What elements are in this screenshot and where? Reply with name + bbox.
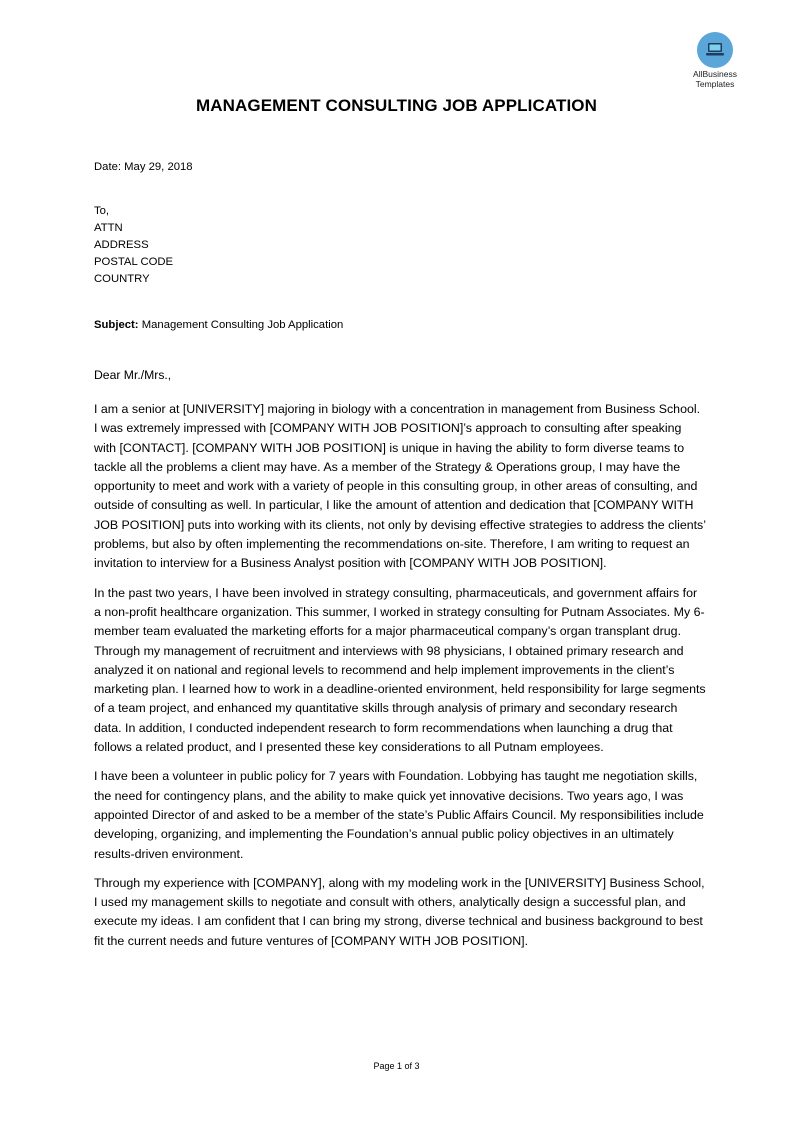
body-paragraph: In the past two years, I have been involved in strategy consulting, pharmaceuticals, and government affairs for a non-profit healthcare organization. This summer, I worked in strategy consulting for Putnam Associates. My 6-member team evaluated the marketing efforts for a major pharmaceutical company’s organ transplant drug. Through my management of recruitment and interviews with 98 physicians, I obtained primary research and analyzed it on national and regional levels to recommend and help implement improvements in the client’s marketing plan. I learned how to work in a deadline-oriented environment, held responsibility for large segments of a team project, and enhanced my quantitative skills through analysis of primary and secondary research data. In addition, I conducted independent research to form recommendations when launching a drug that follows a related product, and I presented these key considerations to all Putnam employees. [94,585,706,755]
address-line: ATTN [94,222,123,234]
address-line: To, [94,205,110,217]
subject-text: Management Consulting Job Application [141,319,344,331]
address-line: ADDRESS [94,239,149,251]
laptop-icon [697,32,733,68]
logo-line-1: AllBusiness [693,69,737,79]
address-line: POSTAL CODE [94,256,174,268]
subject-line [94,317,704,334]
letter-date: Date: May 29, 2018 [94,161,193,173]
page-number: Page 1 of 3 [373,1061,420,1071]
body-paragraph: I have been a volunteer in public policy for 7 years with Foundation. Lobbying has taught me negotiation skills, the need for contingency plans, and the ability to make quick yet innovative decisions. Two years ago, I was appointed Director of and asked to be a member of the state’s Public Affairs Council. My responsibilities include developing, organizing, and implementing the Foundation’s annual public policy objectives in an ultimately results-driven environment. [94,769,704,861]
recipient-address [94,203,704,288]
address-line: COUNTRY [94,273,150,285]
logo-line-2: Templates [695,78,735,89]
body-paragraph: I am a senior at [UNIVERSITY] majoring in biology with a concentration in management from Business School. I was extremely impressed with [COMPANY WITH JOB POSITION]’s approach to consulting after speaking with [CONTACT]. [COMPANY WITH JOB POSITION] is unique in having the ability to form diverse teams to tackle all the problems a client may have. As a member of the Strategy & Operations group, I may have the opportunity to meet and work with a variety of people in this consulting group, in other areas of consulting, and outside of consulting as well. In particular, I like the amount of attention and dedication that [COMPANY WITH JOB POSITION] puts into working with its clients, not only by devising effective strategies to address the clients’ problems, but also by often implementing the recommendations on-site. Therefore, I am writing to request an invitation to interview for a Business Analyst position with [COMPANY WITH JOB POSITION]. [94,402,706,571]
letter-body [94,400,706,961]
document-title: MANAGEMENT CONSULTING JOB APPLICATION [196,96,597,115]
subject-label: Subject: [94,319,139,331]
allbusiness-logo[interactable] [687,32,743,89]
logo-text [687,70,743,89]
body-paragraph: Through my experience with [COMPANY], along with my modeling work in the [UNIVERSITY] Business School, I used my management skills to negotiate and consult with others, analytically design a successful plan, and execute my ideas. I am confident that I can bring my strong, diverse technical and business background to best fit the current needs and future ventures of [COMPANY WITH JOB POSITION]. [94,875,705,948]
salutation: Dear Mr./Mrs., [94,368,172,382]
